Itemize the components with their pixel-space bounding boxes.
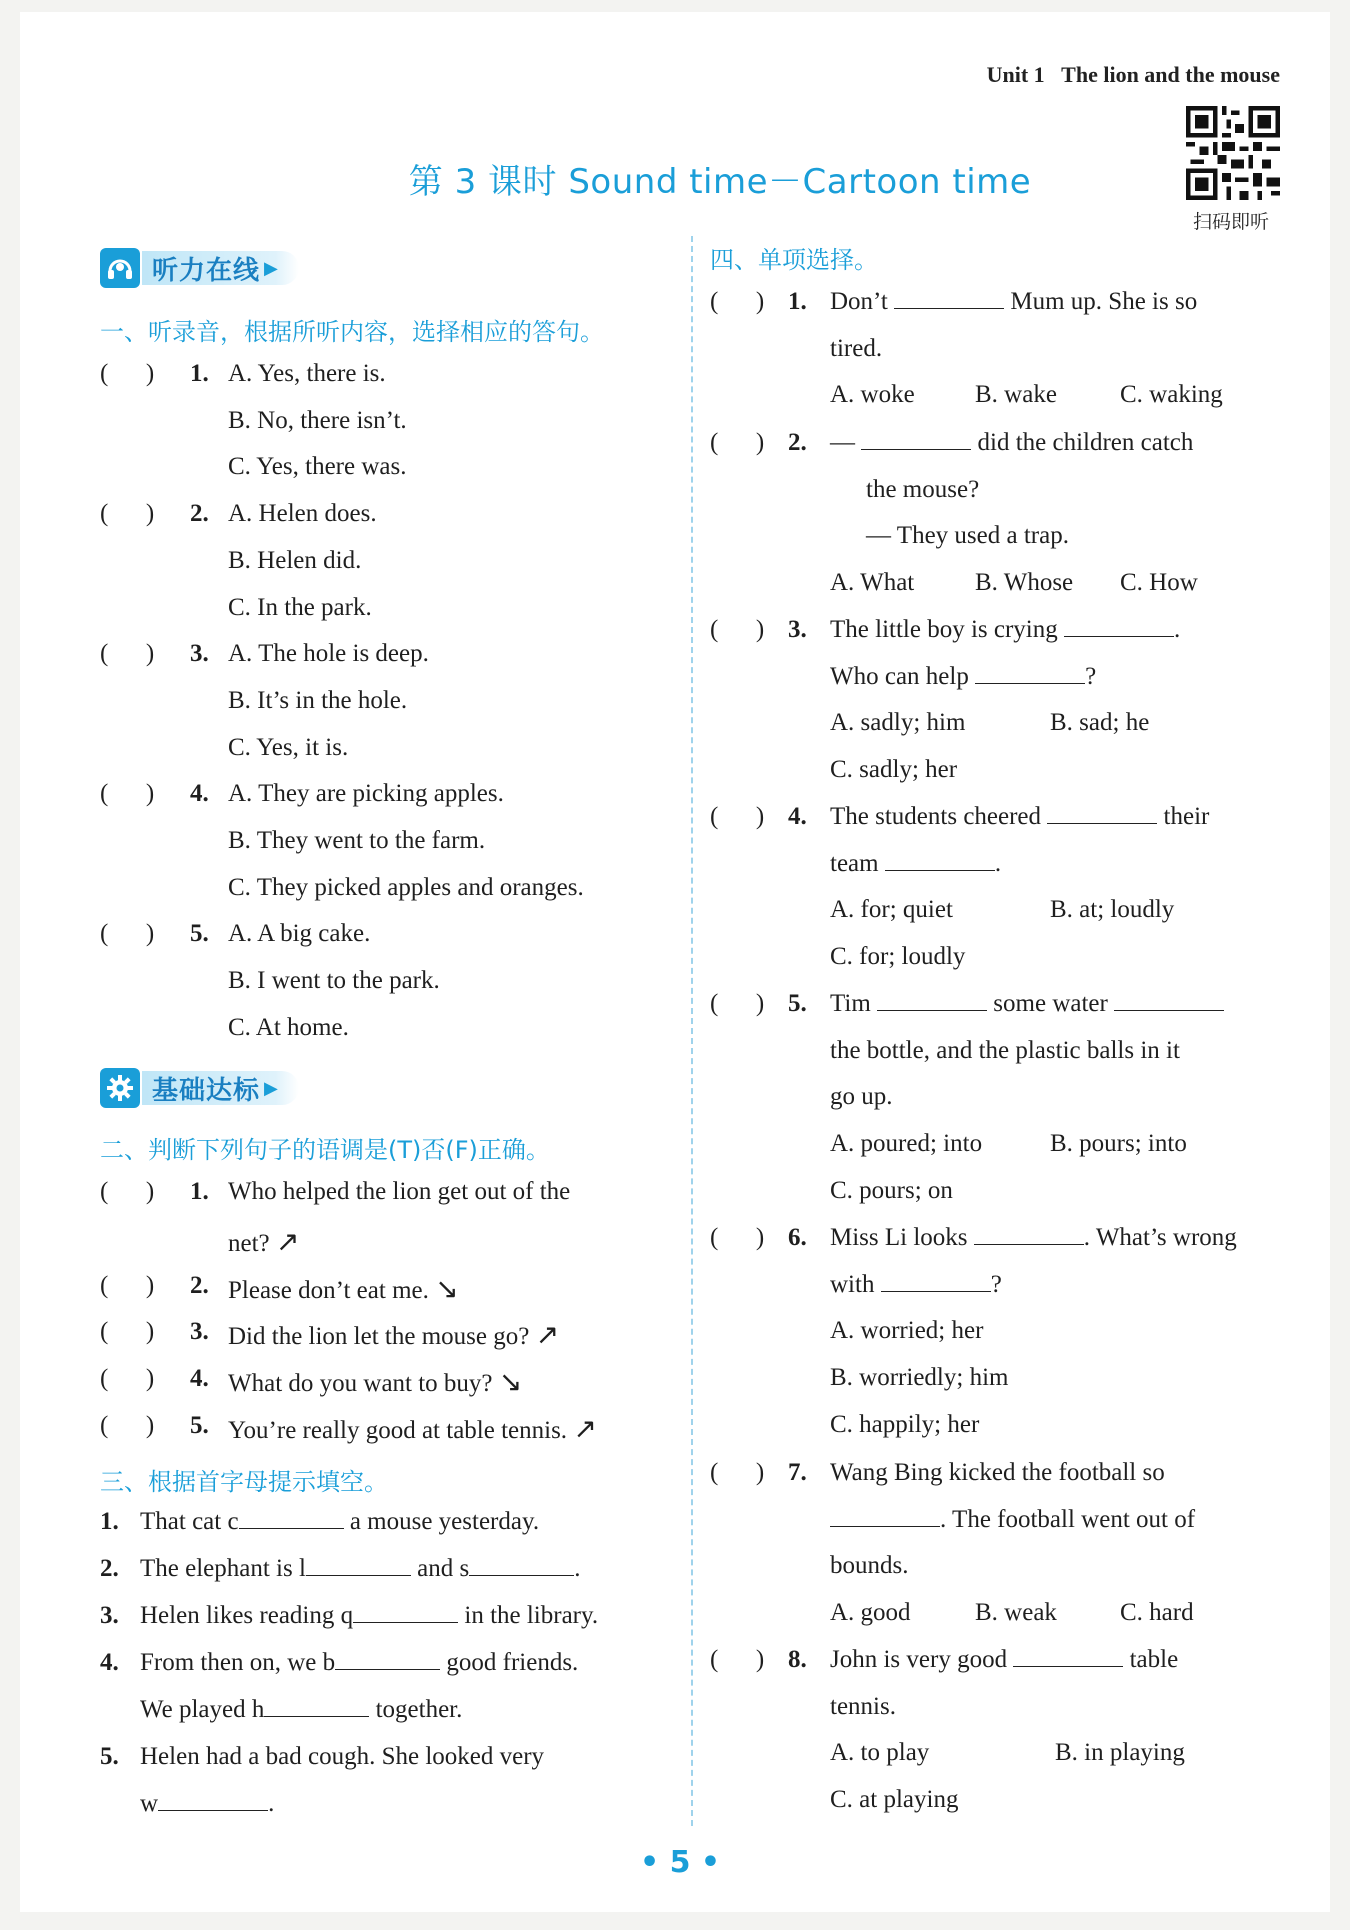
answer-blank[interactable] [830, 1525, 940, 1527]
answer-blank[interactable] [469, 1574, 574, 1576]
question-number: 3. [190, 1318, 209, 1345]
question-line [866, 476, 979, 504]
answer-paren[interactable]: ( ) [100, 1272, 155, 1299]
unit-title: The lion and the mouse [1061, 62, 1280, 87]
choice-option: A. woke [830, 381, 915, 409]
play-arrow-icon: ▶ [264, 257, 279, 279]
section3-title: 三、根据首字母提示填空。 [100, 1468, 388, 1496]
sentence-line1: Did the lion let the mouse go? [228, 1323, 530, 1350]
answer-blank[interactable] [158, 1809, 268, 1811]
option-text: C. Yes, there was. [228, 453, 407, 481]
sentence-line1: What do you want to buy? [228, 1370, 493, 1397]
choice-option: A. worried; her [830, 1317, 984, 1345]
question-line [830, 850, 1001, 878]
question-line [830, 1224, 1237, 1252]
question-text: Don’t [830, 288, 888, 315]
answer-paren[interactable]: ( ) [100, 780, 155, 808]
question-text: Miss Li looks [830, 1224, 968, 1251]
choice-option: C. for; loudly [830, 943, 966, 971]
question-text: the mouse? [866, 475, 980, 503]
fill-text: . [574, 1555, 581, 1582]
choice-option: C. How [1120, 569, 1198, 597]
choice-option: B. weak [975, 1599, 1057, 1627]
question-text: go up. [830, 1083, 893, 1111]
option-text: C. In the park. [228, 593, 372, 621]
fill-text: a mouse yesterday. [349, 1508, 540, 1535]
sentence-line1: Please don’t eat me. [228, 1277, 429, 1304]
option-text: B. No, there isn’t. [228, 406, 407, 434]
choice-option: B. worriedly; him [830, 1364, 1009, 1392]
fill-text: Helen likes reading q [140, 1602, 354, 1629]
choice-option: C. pours; on [830, 1176, 953, 1204]
choice-option: B. in playing [1055, 1739, 1185, 1767]
question-text: ? [990, 1270, 1002, 1298]
answer-blank[interactable] [306, 1574, 411, 1576]
gear-icon [100, 1068, 140, 1108]
question-number: 5. [190, 1412, 209, 1439]
question-line [830, 1271, 1002, 1299]
headphones-icon [100, 248, 140, 288]
section1-title: 一、听录音，根据所听内容，选择相应的答句。 [100, 318, 604, 346]
answer-paren[interactable]: ( ) [710, 1459, 765, 1486]
question-text: — [830, 429, 855, 456]
fill-line [140, 1555, 581, 1583]
question-text: Mum up. She is so [1010, 288, 1198, 315]
banner-listening-label: 听力在线 [152, 255, 261, 286]
question-line [830, 1552, 908, 1580]
question-line [830, 288, 1197, 316]
sentence-text [228, 1318, 559, 1351]
question-text: — They used a trap. [866, 522, 1069, 550]
question-text: tennis. [830, 1692, 896, 1720]
banner-listening [100, 248, 299, 288]
sentence-text [228, 1225, 299, 1258]
question-number: 1. [190, 1178, 209, 1205]
choice-option: A. good [830, 1599, 911, 1627]
choice-option: B. pours; into [1050, 1130, 1187, 1158]
answer-paren[interactable]: ( ) [100, 1318, 155, 1345]
choice-option: C. hard [1120, 1599, 1194, 1627]
choice-option: B. at; loudly [1050, 896, 1175, 924]
sentence-text: Who helped the lion get out of the [228, 1178, 571, 1205]
choice-option: A. to play [830, 1739, 930, 1767]
question-line [830, 663, 1096, 691]
answer-paren[interactable]: ( ) [100, 920, 155, 948]
question-number: 1. [788, 288, 807, 315]
choice-option: A. poured; into [830, 1130, 983, 1158]
question-line [830, 1037, 1180, 1065]
answer-blank[interactable] [1047, 822, 1157, 824]
question-number: 4. [788, 803, 807, 830]
question-text: team [830, 849, 879, 877]
option-text: B. It’s in the hole. [228, 686, 408, 714]
option-text: B. Helen did. [228, 546, 362, 574]
option-text: A. Yes, there is. [228, 360, 386, 387]
question-text: the bottle, and the plastic balls in it [830, 1036, 1180, 1064]
answer-paren[interactable]: ( ) [100, 1412, 155, 1439]
answer-blank[interactable] [881, 1290, 991, 1292]
choice-option: C. happily; her [830, 1410, 980, 1438]
question-line [830, 429, 1193, 457]
question-text: ? [1085, 662, 1097, 690]
fill-text: together. [375, 1696, 463, 1723]
choice-option: B. wake [975, 381, 1057, 409]
option-text: C. They picked apples and oranges. [228, 873, 584, 901]
fill-text: and s [417, 1555, 470, 1582]
question-number: 1. [100, 1508, 119, 1535]
intonation-arrow-icon: ↘ [435, 1272, 459, 1305]
choice-option: A. sadly; him [830, 709, 966, 737]
answer-paren[interactable]: ( ) [710, 1646, 765, 1673]
answer-blank[interactable] [975, 682, 1085, 684]
choice-option: C. sadly; her [830, 756, 958, 784]
question-text: table [1129, 1646, 1179, 1673]
fill-text: We played h [140, 1696, 265, 1723]
question-number: 3. [100, 1602, 119, 1629]
question-number: 4. [190, 780, 209, 808]
choice-option: B. sad; he [1050, 709, 1150, 737]
question-line [830, 1646, 1178, 1674]
fill-text: The elephant is l [140, 1555, 306, 1582]
question-number: 4. [100, 1649, 119, 1676]
question-line [830, 1506, 1195, 1534]
question-number: 3. [190, 640, 209, 668]
question-number: 2. [788, 429, 807, 456]
answer-blank[interactable] [1064, 635, 1174, 637]
choice-option: A. What [830, 569, 915, 597]
question-text: Wang Bing kicked the football so [830, 1459, 1165, 1486]
fill-text: That cat c [140, 1508, 239, 1535]
unit-label: Unit 1 [986, 62, 1045, 87]
answer-paren[interactable]: ( ) [100, 640, 155, 668]
question-text: . [1173, 616, 1181, 643]
question-number: 2. [190, 500, 209, 528]
fill-line [140, 1649, 578, 1677]
page-number-value: 5 [669, 1845, 691, 1880]
column-divider [691, 236, 693, 1826]
banner-basics [100, 1068, 299, 1108]
play-arrow-icon: ▶ [264, 1077, 279, 1099]
fill-line [140, 1790, 274, 1818]
lesson-title: 第 3 课时 Sound time－Cartoon time [408, 162, 1032, 202]
option-text: A. Helen does. [228, 500, 377, 528]
unit-header [960, 62, 1280, 88]
answer-blank[interactable] [894, 307, 1004, 309]
question-text: . [994, 849, 1002, 877]
answer-blank[interactable] [861, 448, 971, 450]
sentence-text [228, 1412, 597, 1445]
question-text: . The football went out of [940, 1505, 1196, 1533]
fill-text: good friends. [446, 1649, 579, 1676]
sentence-line1: You’re really good at table tennis. [228, 1417, 568, 1444]
qr-label: 扫码即听 [1192, 211, 1269, 233]
answer-blank[interactable] [974, 1243, 1084, 1245]
question-line [830, 335, 882, 363]
fill-text: in the library. [464, 1602, 599, 1629]
answer-paren[interactable]: ( ) [710, 616, 765, 643]
question-number: 5. [100, 1743, 119, 1770]
fill-line [140, 1602, 598, 1630]
question-line [830, 616, 1180, 644]
choice-option: C. at playing [830, 1786, 959, 1814]
answer-paren[interactable]: ( ) [710, 429, 765, 456]
answer-blank[interactable] [885, 869, 995, 871]
choice-option: A. for; quiet [830, 896, 953, 924]
answer-blank[interactable] [264, 1715, 369, 1717]
answer-paren[interactable]: ( ) [710, 803, 765, 830]
option-text: C. At home. [228, 1013, 349, 1041]
fill-text: w [140, 1790, 159, 1817]
question-text: . What’s wrong [1083, 1224, 1237, 1251]
intonation-arrow-icon: ↗ [275, 1225, 300, 1258]
question-line [830, 1083, 893, 1111]
question-text: some water [993, 990, 1108, 1017]
page-number: • 5 • [639, 1845, 721, 1880]
option-text: B. I went to the park. [228, 967, 440, 995]
answer-paren[interactable]: ( ) [100, 1365, 155, 1392]
fill-line [140, 1508, 539, 1536]
sentence-text [228, 1365, 522, 1398]
answer-paren[interactable]: ( ) [100, 1178, 155, 1205]
question-line [830, 803, 1209, 831]
answer-blank[interactable] [1013, 1665, 1123, 1667]
choice-option: B. Whose [975, 569, 1074, 597]
section4-title: 四、单项选择。 [710, 246, 878, 274]
question-text: tired. [830, 334, 883, 362]
question-number: 7. [788, 1459, 807, 1486]
qr-code-icon [1186, 106, 1280, 200]
answer-blank[interactable] [335, 1668, 440, 1670]
question-number: 3. [788, 616, 807, 643]
question-line [830, 1459, 1165, 1487]
choice-option: C. waking [1120, 381, 1223, 409]
answer-paren[interactable]: ( ) [100, 500, 155, 528]
banner-basics-label: 基础达标 [152, 1075, 261, 1106]
question-text: The students cheered [830, 803, 1042, 830]
answer-blank[interactable] [353, 1621, 458, 1623]
question-text: bounds. [830, 1552, 909, 1580]
answer-paren[interactable]: ( ) [100, 360, 155, 387]
question-text: Tim [830, 990, 871, 1017]
answer-blank[interactable] [877, 1009, 987, 1011]
option-text: A. A big cake. [228, 920, 371, 948]
intonation-arrow-icon: ↘ [498, 1365, 523, 1398]
fill-line [140, 1696, 462, 1724]
sentence-line2: net? [228, 1230, 270, 1257]
question-number: 4. [190, 1365, 209, 1392]
answer-blank[interactable] [1114, 1009, 1224, 1011]
intonation-arrow-icon: ↗ [535, 1318, 560, 1351]
question-number: 2. [100, 1555, 119, 1582]
section2-title: 二、判断下列句子的语调是(T)否(F)正确。 [100, 1136, 550, 1164]
question-number: 6. [788, 1224, 807, 1251]
question-line [866, 522, 1069, 550]
question-text: The little boy is crying [830, 616, 1058, 643]
answer-paren[interactable]: ( ) [710, 990, 765, 1017]
fill-line: Helen had a bad cough. She looked very [140, 1743, 545, 1770]
question-number: 2. [190, 1272, 209, 1299]
answer-paren[interactable]: ( ) [710, 1224, 765, 1251]
option-text: A. They are picking apples. [228, 780, 504, 808]
question-line [830, 1693, 896, 1721]
option-text: A. The hole is deep. [228, 640, 429, 668]
question-number: 5. [190, 920, 209, 948]
question-text: their [1163, 803, 1210, 830]
question-number: 1. [190, 360, 209, 387]
question-text: John is very good [830, 1646, 1008, 1673]
question-number: 5. [788, 990, 807, 1017]
question-line [830, 990, 1224, 1018]
intonation-arrow-icon: ↗ [573, 1412, 597, 1445]
question-text: with [830, 1270, 875, 1298]
answer-blank[interactable] [239, 1527, 344, 1529]
fill-text: From then on, we b [140, 1649, 336, 1676]
answer-paren[interactable]: ( ) [710, 288, 765, 315]
option-text: B. They went to the farm. [228, 827, 486, 854]
question-number: 8. [788, 1646, 807, 1673]
question-text: Who can help [830, 662, 969, 690]
option-text: C. Yes, it is. [228, 733, 349, 761]
fill-text: . [268, 1790, 275, 1817]
sentence-text [228, 1272, 459, 1305]
question-text: did the children catch [977, 429, 1194, 456]
